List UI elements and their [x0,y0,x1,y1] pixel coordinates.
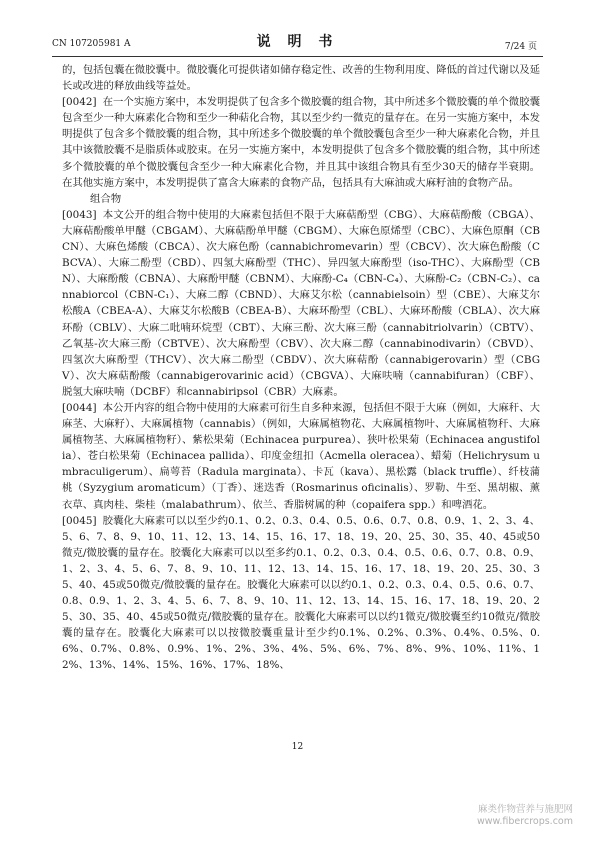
paragraph-text: 本公开内容的组合物中使用的大麻素可衍生自多种来源，包括但不限于大麻（例如，大麻秆、大麻茎、大麻籽）、大麻属植物（cannabis）（例如，大麻属植物花、大麻属植物叶、大麻属植物秆、大麻属植物茎、大麻属植物籽）、紫松果菊（Echinacea purpurea）、狭叶松果菊（Echinacea angustifolia）、苍白松果菊（Echinacea pallida）、印度金纽扣（Acmella oleracea）、蜡菊（Helichrysum umbraculigerum）、扁萼苔（Radula marginata）、卡瓦（kava）、黑松露（black truffle）、纤枝蒲桃（Syzygium aromaticum）（丁香）、迷迭香（Rosmarinus oficinalis）、罗勒、牛至、黑胡椒、薰衣草、真肉桂、柴桂（malabathrum）、依兰、香脂树属的种（copaifera spp.）和啤酒花。 [62,401,540,511]
paragraph [62,94,540,191]
header-divider [52,56,543,57]
patent-number: CN 107205981 A [52,39,131,49]
section-heading [62,191,540,207]
document-title: 说 明 书 [256,34,339,50]
paragraph-text: 本文公开的组合物中使用的大麻素包括但不限于大麻萜酚型（CBG）、大麻萜酚酸（CBGA）、大麻萜酚酸单甲醚（CBGAM）、大麻萜酚单甲醚（CBGM）、大麻色原烯型（CBC）、大麻色原酮（CBCN）、大麻色烯酸（CBCA）、次大麻色酚（cannabichromevarin）型（CBCV）、次大麻色酚酸（CBCVA）、大麻二酚型（CBD）、四氢大麻酚型（THC）、异四氢大麻酚型（iso-THC）、大麻酚型（CBN）、大麻酚酸（CBNA）、大麻酚甲醚（CBNM）、大麻酚-C₄（CBN-C₄）、大麻酚-C₂（CBN-C₂）、cannabiorcol（CBN-C₁）、大麻二醇（CBND）、大麻艾尔松（cannabielsoin）型（CBE）、大麻艾尔松酸A（CBEA-A）、大麻艾尔松酸B（CBEA-B）、大麻环酚型（CBL）、大麻环酚酸（CBLA）、次大麻环酚（CBLV）、大麻二吡喃环烷型（CBT）、大麻三酚、次大麻三酚（cannabitriolvarin）（CBTV）、乙氧基-次大麻三酚（CBTVE）、次大麻酚型（CBV）、次大麻二醇（cannabinodivarin）（CBVD）、四氢次大麻酚型（THCV）、次大麻二酚型（CBDV）、次大麻萜酚（cannabigerovarin）型（CBGV）、次大麻萜酚酸（cannabigerovarinic acid）（CBGVA）、大麻呋喃（cannabifuran）（CBF）、脱氢大麻呋喃（DCBF）和cannabiripsol（CBR）大麻素。 [62,208,540,398]
document-body [62,62,540,674]
paragraph [62,62,540,94]
paragraph-text: 的，包括包囊在微胶囊中。微胶囊化可提供诸如储存稳定性、改善的生物利用度、降低的首过代谢以及延长或改进的释放曲线等益处。 [62,64,540,93]
paragraph-text: 在一个实施方案中，本发明提供了包含多个微胶囊的组合物，其中所述多个微胶囊的单个微胶囊包含至少一种大麻素化合物和至少一种萜化合物，其以至少约一微克的量存在。在另一实施方案中，本发明提供了包含多个微胶囊的组合物，其中所述多个微胶囊的单个微胶囊包含至少一种大麻素化合物，并且其中该微胶囊不是脂质体或胶束。在另一实施方案中，本发明提供了包含多个微胶囊的组合物，其中所述多个微胶囊的单个微胶囊包含至少一种大麻素化合物，并且其中该组合物具有至少30天的储存半衰期。在其他实施方案中，本发明提供了富含大麻素的食物产品，包括具有大麻油或大麻籽油的食物产品。 [62,96,540,189]
paragraph [62,207,540,400]
paragraph-number: [0045] [62,514,97,527]
paragraph-text: 胶囊化大麻素可以以至少约0.1、0.2、0.3、0.4、0.5、0.6、0.7、0.8、0.9、1、2、3、4、5、6、7、8、9、10、11、12、13、14、15、16、17、18、19、20、25、30、35、40、45或50微克/微胶囊的量存在。胶囊化大麻素可以以至多约0.1、0.2、0.3、0.4、0.5、0.6、0.7、0.8、0.9、1、2、3、4、5、6、7、8、9、10、11、12、13、14、15、16、17、18、19、20、25、30、35、40、45或50微克/微胶囊的量存在。胶囊化大麻素可以以约0.1、0.2、0.3、0.4、0.5、0.6、0.7、0.8、0.9、1、2、3、4、5、6、7、8、9、10、11、12、13、14、15、16、17、18、19、20、25、30、35、40、45或50微克/微胶囊的量存在。胶囊化大麻素可以以约1微克/微胶囊至约10微克/微胶囊的量存在。胶囊化大麻素可以以按微胶囊重量计至少约0.1%、0.2%、0.3%、0.4%、0.5%、0.6%、0.7%、0.8%、0.9%、1%、2%、3%、4%、5%、6%、7%、8%、9%、10%、11%、12%、13%、14%、15%、16%、17%、18%、 [62,514,540,672]
page-number: 12 [291,742,304,752]
watermark-line-2: www.fibercrops.com [476,816,573,827]
watermark-line-1: 麻类作物营养与施肥网 [477,804,573,815]
paragraph [62,400,540,513]
paragraph [62,513,540,674]
page-indicator: 7/24 页 [504,42,537,52]
paragraph-number: [0043] [62,208,97,221]
paragraph-number: [0044] [62,401,97,414]
paragraph-number: [0042] [62,96,97,109]
paragraph-text: 组合物 [90,192,122,205]
watermark [477,804,573,828]
